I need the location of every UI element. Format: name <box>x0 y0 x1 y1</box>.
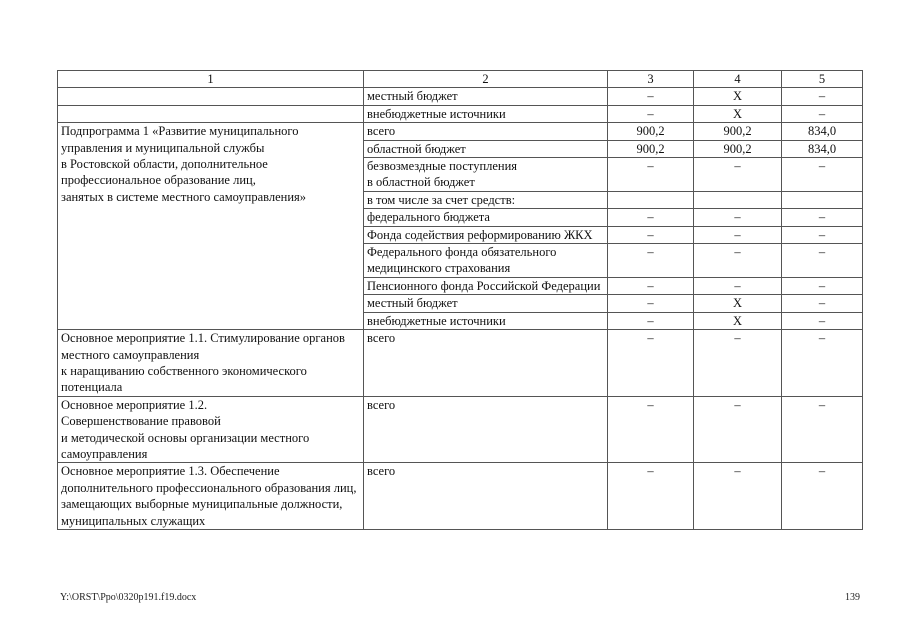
source-cell: всего <box>364 330 608 397</box>
value-cell: – <box>608 396 694 463</box>
value-cell: – <box>782 396 863 463</box>
table-row <box>58 330 863 397</box>
activity-name-cell: Основное мероприятие 1.3. Обеспечение дополнительного профессионального образования лиц, замещающих выборные муниципальные должности, муниципальных служащих <box>58 463 364 530</box>
value-cell: – <box>782 312 863 329</box>
source-cell: областной бюджет <box>364 140 608 157</box>
value-cell: – <box>782 158 863 192</box>
value-cell: – <box>608 158 694 192</box>
value-cell: 834,0 <box>782 123 863 140</box>
value-cell: – <box>608 463 694 530</box>
header-cell: 3 <box>608 71 694 88</box>
value-cell: – <box>694 209 782 226</box>
table-row <box>58 396 863 463</box>
value-cell: – <box>782 463 863 530</box>
table-row <box>58 88 863 105</box>
value-cell: – <box>694 463 782 530</box>
value-cell: X <box>694 105 782 122</box>
value-cell <box>608 191 694 208</box>
value-cell: – <box>782 105 863 122</box>
value-cell: 900,2 <box>608 140 694 157</box>
value-cell: 900,2 <box>694 140 782 157</box>
empty-cell <box>58 105 364 122</box>
value-cell: – <box>782 244 863 278</box>
value-cell: 900,2 <box>608 123 694 140</box>
header-cell: 1 <box>58 71 364 88</box>
source-cell: в том числе за счет средств: <box>364 191 608 208</box>
value-cell: – <box>608 226 694 243</box>
source-cell: всего <box>364 396 608 463</box>
source-cell: местный бюджет <box>364 295 608 312</box>
value-cell: – <box>608 312 694 329</box>
value-cell <box>782 191 863 208</box>
source-cell: внебюджетные источники <box>364 105 608 122</box>
value-cell: – <box>782 88 863 105</box>
source-cell: всего <box>364 123 608 140</box>
activity-name-cell: Основное мероприятие 1.2. Совершенствование правовой и методической основы организации местного самоуправления <box>58 396 364 463</box>
value-cell: – <box>694 158 782 192</box>
source-cell: внебюджетные источники <box>364 312 608 329</box>
value-cell: – <box>694 396 782 463</box>
subprogram-name-cell: Подпрограмма 1 «Развитие муниципального управления и муниципальной службы в Ростовской области, дополнительное профессиональное образование лиц, занятых в системе местного самоуправления» <box>58 123 364 330</box>
value-cell: – <box>694 330 782 397</box>
table-row <box>58 463 863 530</box>
source-cell: безвозмездные поступления в областной бюджет <box>364 158 608 192</box>
source-cell: местный бюджет <box>364 88 608 105</box>
value-cell: – <box>782 295 863 312</box>
value-cell: – <box>608 105 694 122</box>
value-cell: – <box>608 88 694 105</box>
table-row <box>58 123 863 140</box>
value-cell: X <box>694 312 782 329</box>
empty-cell <box>58 88 364 105</box>
value-cell: – <box>782 330 863 397</box>
value-cell: – <box>608 277 694 294</box>
value-cell <box>694 191 782 208</box>
file-path: Y:\ORST\Ppo\0320p191.f19.docx <box>60 592 197 603</box>
header-cell: 4 <box>694 71 782 88</box>
source-cell: Федерального фонда обязательного медицинского страхования <box>364 244 608 278</box>
value-cell: – <box>782 209 863 226</box>
table-row <box>58 105 863 122</box>
value-cell: X <box>694 295 782 312</box>
header-cell: 2 <box>364 71 608 88</box>
table-header-row <box>58 71 863 88</box>
value-cell: – <box>782 226 863 243</box>
activity-name-cell: Основное мероприятие 1.1. Стимулирование органов местного самоуправления к наращиванию собственного экономического потенциала <box>58 330 364 397</box>
page-number: 139 <box>845 592 860 603</box>
value-cell: – <box>694 226 782 243</box>
value-cell: – <box>782 277 863 294</box>
value-cell: – <box>608 244 694 278</box>
value-cell: – <box>608 330 694 397</box>
source-cell: федерального бюджета <box>364 209 608 226</box>
value-cell: – <box>608 295 694 312</box>
value-cell: 834,0 <box>782 140 863 157</box>
budget-table <box>57 70 863 530</box>
value-cell: – <box>608 209 694 226</box>
value-cell: X <box>694 88 782 105</box>
value-cell: – <box>694 244 782 278</box>
value-cell: 900,2 <box>694 123 782 140</box>
value-cell: – <box>694 277 782 294</box>
source-cell: всего <box>364 463 608 530</box>
source-cell: Фонда содействия реформированию ЖКХ <box>364 226 608 243</box>
header-cell: 5 <box>782 71 863 88</box>
source-cell: Пенсионного фонда Российской Федерации <box>364 277 608 294</box>
